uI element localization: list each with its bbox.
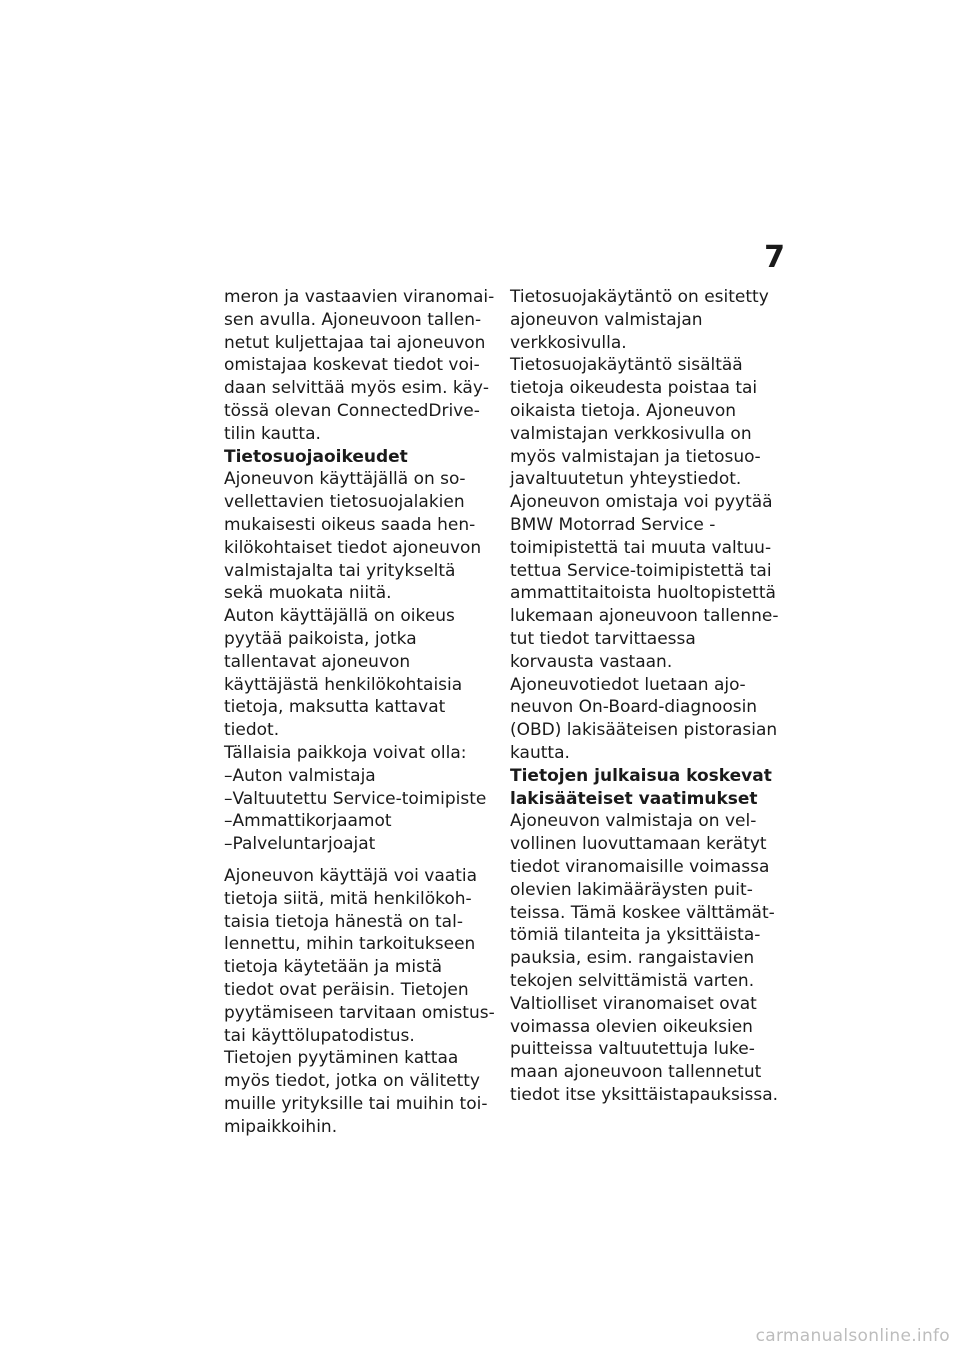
paragraph: Valtiolliset viranomaiset ovat voimassa olevien oikeuksien puitteissa valtuutettuja lukemaan ajoneuvoon tallennetut tiedot itse yksittäistapauksissa. bbox=[510, 993, 779, 1105]
places-list bbox=[224, 765, 496, 856]
paragraph: Ajoneuvon omistaja voi pyytää BMW Motorrad Service -toimipistettä tai muuta valtuutettua Service-toimipistettä tai ammattitaitoista huoltopistettä lukemaan ajoneuvoon tallennetut tiedot tarvittaessa korvausta vastaan. bbox=[510, 492, 779, 672]
right-column bbox=[510, 286, 782, 1107]
section-heading-legal-requirements: Tietojen julkaisua koskevat lakisääteiset vaatimukset bbox=[510, 765, 772, 809]
list-item: –Ammattikorjaamot bbox=[224, 811, 392, 832]
paragraph: Tietosuojakäytäntö on esitetty ajoneuvon valmistajan verkkosivulla. Tietosuojakäytäntö sisältää tietoja oikeudesta poistaa tai oikaista tietoja. Ajoneuvon valmistajan verkkosivulla on myös valmistajan ja tietosuojavaltuutetun yhteystiedot. bbox=[510, 287, 769, 490]
page-number: 7 bbox=[764, 240, 785, 275]
paragraph: Ajoneuvon käyttäjä voi vaatia tietoja siitä, mitä henkilökohtaisia tietoja hänestä on tallennettu, mihin tarkoitukseen tietoja käytetään ja mistä tiedot ovat peräisin. Tietojen pyytämiseen tarvitaan omistus- tai käyttölupatodistus. bbox=[224, 865, 495, 1046]
paragraph: Ajoneuvon valmistaja on velvollinen luovuttamaan kerätyt tiedot viranomaisille voimassa olevien lakimääräysten puitteissa. Tämä koskee välttämättömiä tilanteita ja yksittäistapauksia, esim. rangaistavien tekojen selvittämistä varten. bbox=[510, 811, 775, 991]
paragraph: Tietojen pyytäminen kattaa myös tiedot, jotka on välitetty muille yrityksille tai muihin toimipaikkoihin. bbox=[224, 1048, 488, 1137]
paragraph: meron ja vastaavien viranomaisen avulla. Ajoneuvoon tallennetut kuljettajaa tai ajoneuvon omistajaa koskevat tiedot voidaan selvittää myös esim. käytössä olevan ConnectedDrive-tilin kautta. bbox=[224, 287, 495, 444]
paragraph: Ajoneuvotiedot luetaan ajoneuvon On-Board-diagnoosin (OBD) lakisääteisen pistorasian kautta. bbox=[510, 674, 778, 763]
list-item: –Auton valmistaja bbox=[224, 765, 376, 786]
paragraph: Ajoneuvon käyttäjällä on sovellettavien tietosuojalakien mukaisesti oikeus saada henkilökohtaiset tiedot ajoneuvon valmistajalta tai yritykseltä sekä muokata niitä. bbox=[224, 469, 482, 604]
watermark: carmanualsonline.info bbox=[755, 1326, 950, 1346]
list-item: –Valtuutettu Service-toimipiste bbox=[224, 788, 487, 809]
paragraph: Auton käyttäjällä on oikeus pyytää paikoista, jotka tallentavat ajoneuvon käyttäjästä henkilökohtaisia tietoja, maksutta kattavat tiedot. bbox=[224, 606, 463, 741]
list-item: –Palveluntarjoajat bbox=[224, 834, 376, 855]
left-column bbox=[224, 286, 496, 1138]
section-heading-privacy-rights: Tietosuojaoikeudet bbox=[224, 446, 408, 467]
paragraph: Tällaisia paikkoja voivat olla: bbox=[224, 742, 467, 763]
